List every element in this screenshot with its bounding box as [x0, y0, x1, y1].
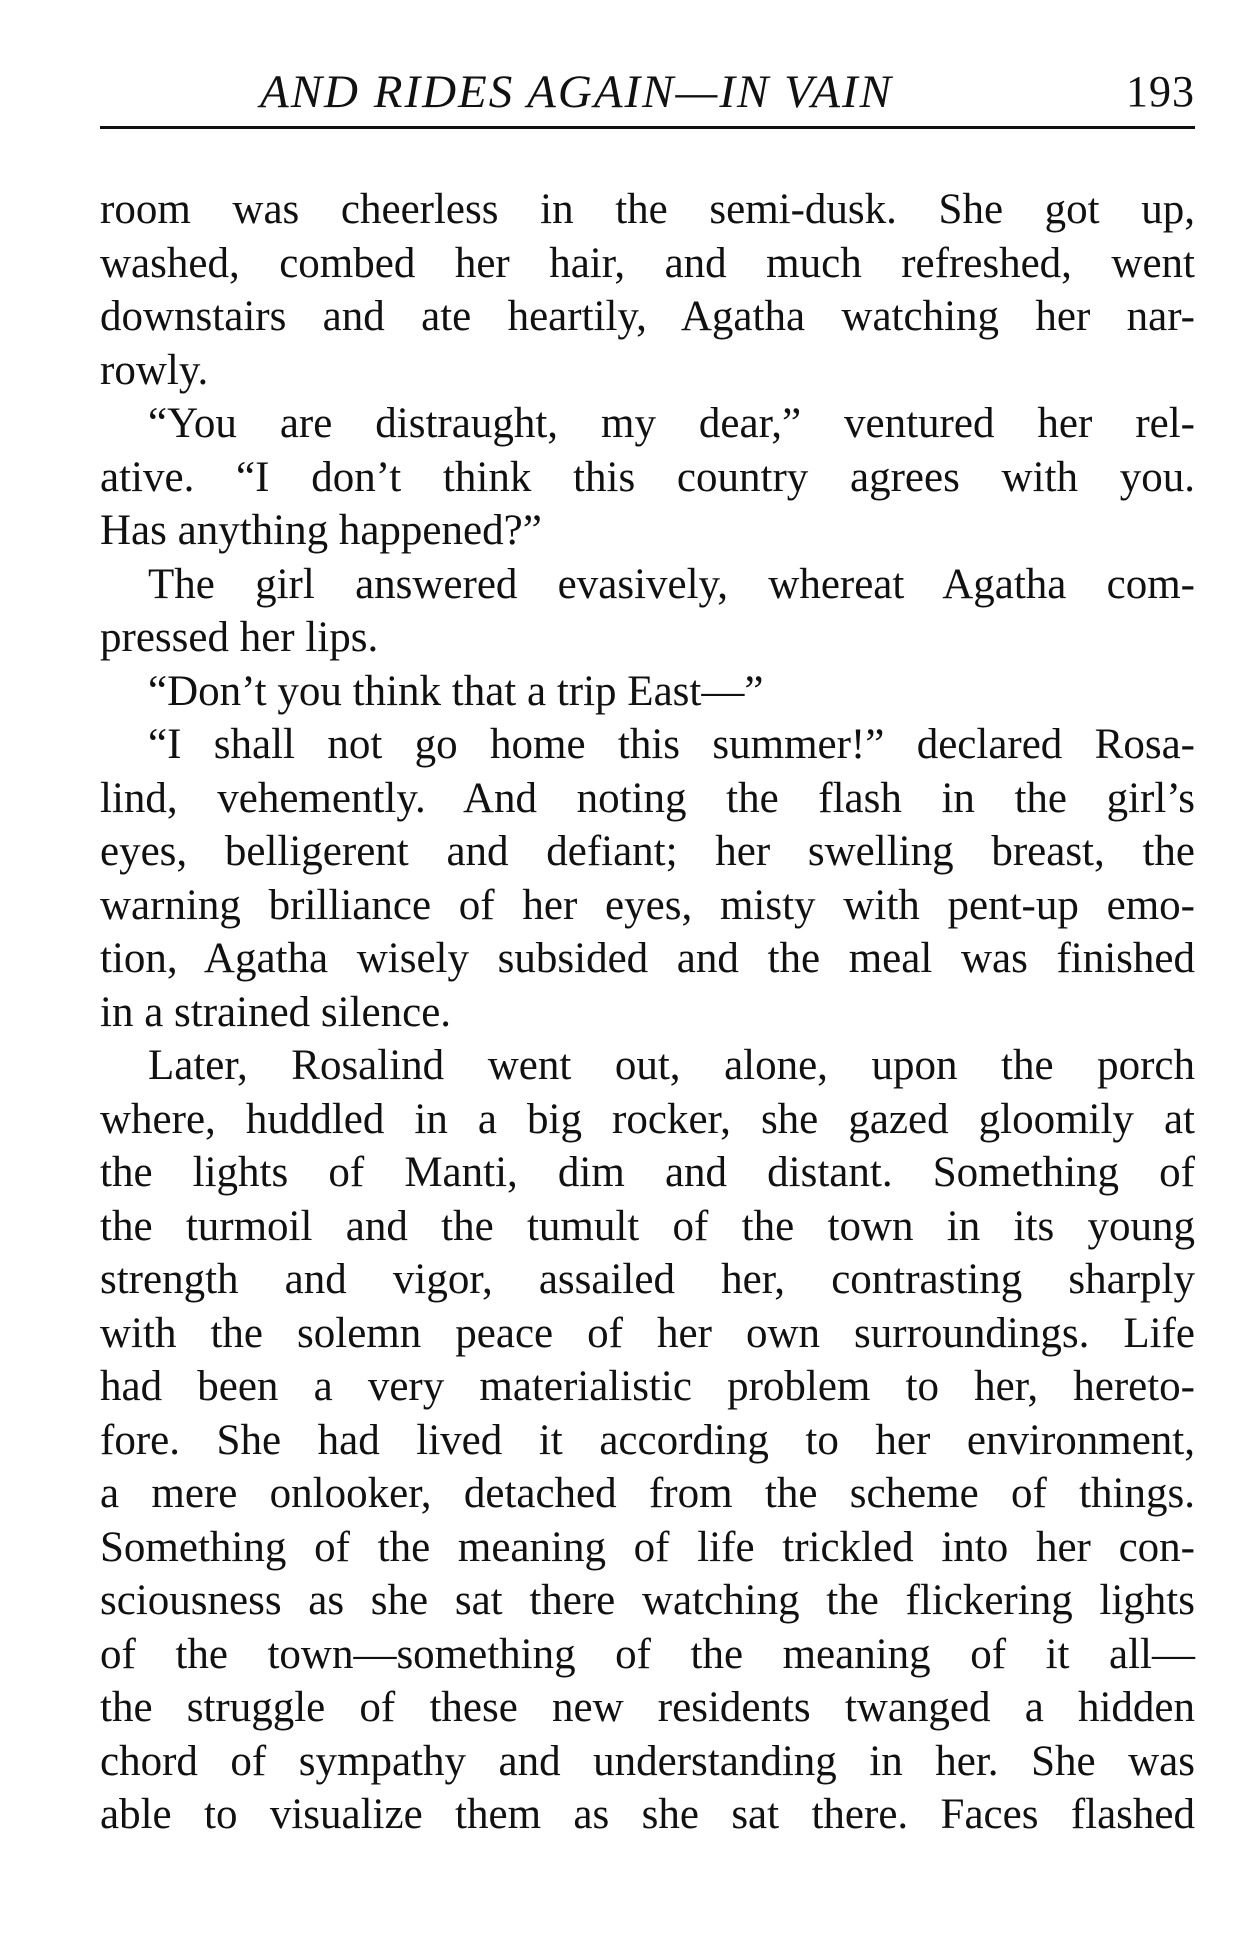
text-line: Later, Rosalind went out, alone, upon the porch — [148, 1042, 1195, 1089]
text-line: in a strained silence. — [100, 988, 452, 1036]
text-line: “Don’t you think that a trip East—” — [148, 667, 764, 715]
text-line: “I shall not go home this summer!” declared Rosa- — [148, 721, 1195, 768]
text-line: the turmoil and the tumult of the town in its young — [100, 1202, 1195, 1250]
running-title: AND RIDES AGAIN—IN VAIN — [260, 66, 893, 118]
text-line: strength and vigor, assailed her, contrasting sharply — [100, 1256, 1195, 1303]
text-line: sciousness as she sat there watching the flickering lights — [100, 1577, 1195, 1624]
text-line: of the town—something of the meaning of it all— — [100, 1630, 1195, 1678]
text-line: tion, Agatha wisely subsided and the meal was finished — [100, 935, 1195, 982]
text-line: downstairs and ate heartily, Agatha watching her nar- — [100, 293, 1195, 340]
body-text — [100, 183, 1195, 1842]
text-line: fore. She had lived it according to her environment, — [100, 1416, 1195, 1464]
page-number: 193 — [1126, 67, 1195, 116]
text-line: where, huddled in a big rocker, she gazed gloomily at — [100, 1095, 1195, 1143]
running-head — [100, 62, 1195, 132]
text-line: the struggle of these new residents twanged a hidden — [100, 1684, 1195, 1731]
text-line: with the solemn peace of her own surroundings. Life — [100, 1309, 1195, 1357]
text-line: Something of the meaning of life trickled into her con- — [100, 1523, 1195, 1571]
text-line: a mere onlooker, detached from the scheme of things. — [100, 1470, 1195, 1517]
text-line: lind, vehemently. And noting the flash in the girl’s — [100, 774, 1195, 822]
text-line: “You are distraught, my dear,” ventured her rel- — [148, 400, 1195, 447]
text-line: pressed her lips. — [100, 614, 379, 661]
text-line: able to visualize them as she sat there. Faces flashed — [100, 1791, 1195, 1838]
text-line: warning brilliance of her eyes, misty with pent-up emo- — [100, 881, 1195, 929]
text-line: the lights of Manti, dim and distant. Something of — [100, 1149, 1195, 1196]
text-line: ative. “I don’t think this country agrees with you. — [100, 453, 1195, 501]
text-line: chord of sympathy and understanding in her. She was — [100, 1737, 1195, 1785]
text-line: Has anything happened?” — [100, 507, 542, 554]
text-line: eyes, belligerent and defiant; her swelling breast, the — [100, 828, 1195, 875]
text-line: had been a very materialistic problem to her, hereto- — [100, 1363, 1195, 1410]
text-line: The girl answered evasively, whereat Agatha com- — [148, 560, 1195, 608]
header-rule — [100, 126, 1195, 129]
text-line: room was cheerless in the semi-dusk. She got up, — [100, 186, 1195, 233]
text-line: rowly. — [100, 346, 209, 394]
text-line: washed, combed her hair, and much refreshed, went — [100, 239, 1195, 287]
